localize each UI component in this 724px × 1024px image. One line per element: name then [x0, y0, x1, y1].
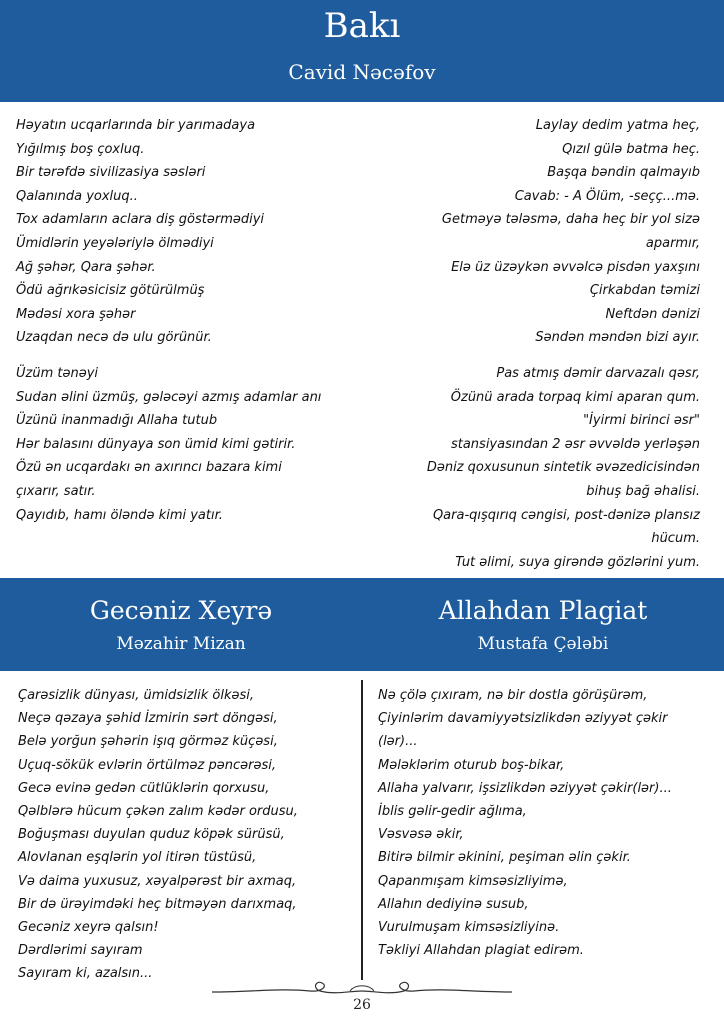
middle-banner [0, 578, 724, 671]
poem-line: Özü ən ucqardakı ən axırıncı bazara kimi [16, 460, 282, 476]
geceniz-xeyre-poem [18, 684, 298, 985]
poem-title-baki: Bakı [323, 6, 401, 46]
poem-line: Uçuq-sökük evlərin örtülməz pəncərəsi, [18, 757, 276, 773]
poem-line: Başqa bəndin qalmayıb [547, 165, 700, 181]
poem-line: Tut əlimi, suya girəndə gözlərini yum. [455, 554, 700, 570]
poem-line: Bitirə bilmir əkinini, peşiman əlin çəkir. [378, 850, 631, 866]
poem-author-mezahir: Məzahir Mizan [116, 634, 246, 654]
poem-line: Alovlanan eşqlərin yol itirən tüstüsü, [18, 850, 257, 866]
poem-line: Laylay dedim yatma heç, [535, 118, 700, 133]
poem-line: Nə çölə çıxıram, nə bir dostla görüşürəm, [378, 688, 648, 703]
poem-line: Çiyinlərim davamiyyətsizlikdən əziyyət çəkir [378, 711, 668, 727]
baki-right-stanza-2 [427, 362, 700, 574]
poem-line: Və daima yuxusuz, xəyalpərəst bir axmaq, [18, 873, 297, 889]
baki-left-stanza-1 [16, 114, 264, 350]
poem-line: Dərdlərimi sayıram [18, 943, 143, 959]
poem-line: İblis gəlir-gedir ağlıma, [378, 803, 527, 819]
poem-line: Uzaqdan necə də ulu görünür. [16, 330, 212, 346]
poem-line: Allaha yalvarır, işsizlikdən əziyyət çəkir(lər)... [378, 780, 672, 796]
poem-line: Çirkabdan təmizi [589, 283, 700, 299]
baki-right-stanza-1 [442, 114, 700, 350]
allahdan-plagiat-poem [378, 684, 708, 962]
poem-line: Sayıram ki, azalsın... [18, 966, 153, 982]
poem-title-allahdan-plagiat: Allahdan Plagiat [438, 596, 648, 625]
poem-line: Həyatın ucqarlarında bir yarımadaya [16, 118, 256, 133]
poem-line: Cavab: - A Ölüm, -seçç...mə. [514, 188, 700, 204]
poem-title-geceniz-xeyre: Gecəniz Xeyrə [89, 596, 273, 625]
poem-line: Bir də ürəyimdəki heç bitməyən darıxmaq, [18, 896, 297, 912]
poem-line: "İyirmi birinci əsr" [583, 413, 700, 429]
top-banner [0, 0, 724, 102]
poem-line: bihuş bağ əhalisi. [586, 483, 700, 499]
poem-line: (lər)... [378, 734, 418, 750]
poem-line: Səndən məndən bizi ayır. [535, 330, 700, 346]
poem-line: Çarəsizlik dünyası, ümidsizlik ölkəsi, [18, 688, 254, 703]
poem-line: Belə yorğun şəhərin işıq görməz küçəsi, [18, 734, 278, 750]
poem-line: Pas atmış dəmir darvazalı qəsr, [496, 366, 700, 381]
poem-line: Mədəsi xora şəhər [16, 306, 136, 322]
poem-line: Tox adamların aclara diş göstərmədiyi [16, 212, 265, 228]
poem-line: Üzüm tənəyi [16, 366, 99, 381]
poem-line: Gecəniz xeyrə qalsın! [18, 919, 159, 935]
poem-line: Yığılmış boş çoxluq. [16, 141, 145, 157]
poem-line: Neftdən dənizi [605, 306, 700, 322]
poem-line: Özünü arada torpaq kimi aparan qum. [450, 389, 700, 405]
poem-line: Vurulmuşam kimsəsizliyinə. [378, 919, 560, 935]
poem-line: Bir tərəfdə sivilizasiya səsləri [16, 165, 206, 181]
poem-line: aparmır, [645, 235, 700, 251]
poem-line: Ümidlərin yeyələriylə ölmədiyi [16, 235, 214, 251]
poem-line: Qəlblərə hücum çəkən zalım kədər ordusu, [18, 803, 298, 819]
poem-line: Təkliyi Allahdan plagiat edirəm. [378, 943, 584, 959]
poem-line: stansiyasından 2 əsr əvvəldə yerləşən [450, 436, 700, 452]
poem-author-cavid: Cavid Nəcəfov [288, 60, 436, 84]
poem-line: Boğuşması duyulan quduz köpək sürüsü, [18, 827, 285, 843]
poem-line: Allahın dediyinə susub, [378, 896, 529, 912]
poem-line: Qalanında yoxluq.. [16, 188, 138, 204]
poem-line: Üzünü inanmadığı Allaha tutub [16, 413, 218, 429]
poem-line: Ağ şəhər, Qara şəhər. [16, 259, 156, 275]
poem-line: Qara-qışqırıq cəngisi, post-dənizə plansız [432, 507, 700, 523]
poem-line: Qızıl gülə batma heç. [562, 141, 700, 157]
baki-left-stanza-2 [16, 362, 321, 527]
poem-line: Neçə qəzaya şəhid İzmirin sərt döngəsi, [18, 711, 278, 727]
poem-line: Qapanmışam kimsəsizliyimə, [378, 873, 568, 889]
poem-line: Hər balasını dünyaya son ümid kimi gətirir. [16, 436, 296, 452]
page-number: 26 [353, 997, 371, 1013]
poem-line: Vəsvəsə əkir, [378, 827, 464, 843]
poem-line: çıxarır, satır. [16, 483, 96, 499]
poem-line: hücum. [651, 531, 700, 547]
poem-author-mustafa: Mustafa Çələbi [477, 634, 609, 654]
poem-line: Qayıdıb, hamı öləndə kimi yatır. [16, 507, 223, 523]
poem-line: Getməyə tələsmə, daha heç bir yol sizə [441, 212, 700, 228]
poem-line: Elə üz üzəykən əvvəlcə pisdən yaxşını [451, 259, 700, 275]
poem-line: Sudan əlini üzmüş, gələcəyi azmış adamlar anı [16, 389, 322, 405]
poem-line: Mələklərim oturub boş-bikar, [378, 757, 565, 773]
poem-line: Dəniz qoxusunun sintetik əvəzedicisindən [426, 460, 700, 476]
poem-line: Ödü ağrıkəsicisiz götürülmüş [16, 283, 205, 299]
column-divider [361, 680, 363, 980]
poem-line: Gecə evinə gedən cütlüklərin qorxusu, [18, 780, 270, 796]
